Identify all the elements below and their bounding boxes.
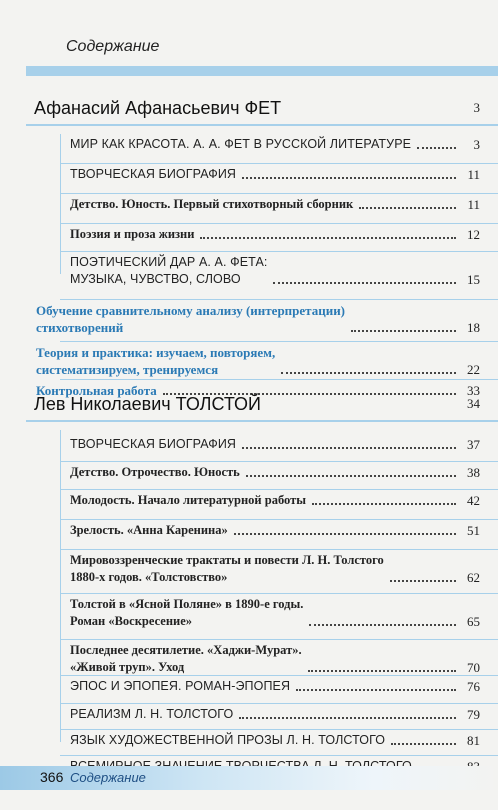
- toc-entry-title: Контрольная работа: [36, 383, 157, 398]
- dot-leader: [234, 532, 456, 535]
- toc-entry-line: Толстой в «Ясной Поляне» в 1890-е годы.: [70, 597, 304, 611]
- toc-entry-title: [70, 552, 384, 586]
- toc-entry-title: Молодость. Начало литературной работы: [70, 493, 307, 507]
- toc-entry-title: [36, 344, 275, 378]
- toc-entry-page: 22: [467, 362, 480, 377]
- dot-leader: [351, 329, 456, 332]
- dot-leader: [273, 281, 456, 284]
- toc-entry-page: 76: [467, 679, 480, 694]
- toc-entry-page: 15: [467, 272, 480, 287]
- toc-entry[interactable]: [26, 732, 498, 749]
- dot-leader: [242, 446, 456, 449]
- section-fet: [26, 92, 498, 398]
- toc-entry-page: 81: [467, 733, 480, 748]
- dot-leader: [246, 474, 456, 477]
- dot-leader: [417, 146, 456, 149]
- dot-leader: [390, 579, 456, 582]
- author-name: Афанасий Афанасьевич ФЕТ: [34, 98, 282, 118]
- toc-entry[interactable]: [26, 596, 498, 630]
- toc-entry-line: ПОЭТИЧЕСКИЙ ДАР А. А. ФЕТА:: [70, 255, 268, 269]
- toc-entry-title: Поэзия и проза жизни: [70, 227, 195, 241]
- toc-entry-title: Детство. Юность. Первый стихотворный сборник: [70, 197, 354, 211]
- toc-entry[interactable]: [26, 226, 498, 243]
- toc-entry-page: 79: [467, 707, 480, 722]
- toc-entry-line: Теория и практика: изучаем, повторяем,: [36, 345, 276, 360]
- toc-entry-title: РЕАЛИЗМ Л. Н. ТОЛСТОГО: [70, 707, 234, 721]
- toc-entry-line: «Живой труп». Уход: [70, 660, 185, 674]
- toc-entry-line: систематизируем, тренируемся: [36, 362, 219, 377]
- dot-leader: [200, 236, 456, 239]
- toc-list: [26, 422, 498, 748]
- toc-entry[interactable]: [26, 552, 498, 586]
- section-tolstoy: [26, 388, 498, 748]
- toc-entry-title: МИР КАК КРАСОТА. А. А. ФЕТ В РУССКОЙ ЛИТЕРАТУРЕ: [70, 137, 412, 151]
- toc-entry-title: ТВОРЧЕСКАЯ БИОГРАФИЯ: [70, 167, 237, 181]
- toc-entry-line: МУЗЫКА, ЧУВСТВО, СЛОВО: [70, 272, 241, 286]
- page-title: Содержание: [66, 38, 160, 55]
- toc-entry-page: 51: [467, 523, 480, 538]
- toc-entry-title: [36, 302, 345, 336]
- toc-entry-title: [70, 642, 302, 676]
- toc-entry[interactable]: [26, 166, 498, 183]
- toc-entry-page: 12: [467, 227, 480, 242]
- toc-entry[interactable]: [26, 436, 498, 453]
- footer-title: Содержание: [70, 770, 146, 785]
- page-number: 34: [467, 396, 480, 411]
- toc-list: [26, 126, 498, 398]
- toc-entry-title: ЯЗЫК ХУДОЖЕСТВЕННОЙ ПРОЗЫ Л. Н. ТОЛСТОГО: [70, 733, 386, 747]
- toc-entry[interactable]: [26, 706, 498, 723]
- toc-entry[interactable]: [26, 492, 498, 509]
- section-heading[interactable]: [26, 388, 498, 422]
- toc-entry-page: 11: [467, 167, 480, 182]
- page-number: 3: [473, 100, 480, 115]
- toc-entry[interactable]: [26, 464, 498, 481]
- toc-entry-page: 38: [467, 465, 480, 480]
- dot-leader: [359, 206, 456, 209]
- dot-leader: [242, 176, 456, 179]
- toc-entry-page: 37: [467, 437, 480, 452]
- toc-entry-title: [70, 254, 267, 288]
- dot-leader: [309, 623, 456, 626]
- author-name: Лев Николаевич ТОЛСТОЙ: [34, 394, 261, 414]
- page-footer: [0, 766, 498, 790]
- dot-leader: [312, 502, 456, 505]
- toc-entry[interactable]: [26, 302, 498, 336]
- footer-page-number: 366: [40, 769, 64, 785]
- dot-leader: [308, 669, 456, 672]
- toc-entry-title: ТВОРЧЕСКАЯ БИОГРАФИЯ: [70, 437, 237, 451]
- toc-entry[interactable]: [26, 254, 498, 288]
- dot-leader: [391, 742, 456, 745]
- toc-entry-line: 1880-х годов. «Толстовство»: [70, 570, 228, 584]
- toc-entry-page: 3: [473, 137, 480, 152]
- toc-entry[interactable]: [26, 522, 498, 539]
- header-rule: [26, 66, 498, 76]
- toc-entry-title: Зрелость. «Анна Каренина»: [70, 523, 228, 537]
- dot-leader: [281, 371, 456, 374]
- toc-entry-line: Обучение сравнительному анализу (интерпретации): [36, 303, 346, 318]
- toc-entry-line: Последнее десятилетие. «Хаджи-Мурат».: [70, 643, 302, 657]
- toc-entry-page: 65: [467, 614, 480, 629]
- toc-entry-line: Мировоззренческие трактаты и повести Л. Н. Толстого: [70, 553, 384, 567]
- toc-entry-page: 70: [467, 660, 480, 675]
- toc-entry[interactable]: [26, 642, 498, 676]
- page-header: [0, 22, 498, 88]
- toc-entry-page: 42: [467, 493, 480, 508]
- toc-entry-page: 18: [467, 320, 480, 335]
- toc-entry[interactable]: [26, 196, 498, 213]
- toc-entry-page: 11: [467, 197, 480, 212]
- dot-leader: [239, 716, 456, 719]
- toc-entry[interactable]: [26, 678, 498, 695]
- toc-entry-title: [70, 596, 303, 630]
- toc-entry[interactable]: [26, 344, 498, 378]
- toc-entry[interactable]: [26, 136, 498, 153]
- section-heading[interactable]: [26, 92, 498, 126]
- toc-entry-title: ЭПОС И ЭПОПЕЯ. РОМАН-ЭПОПЕЯ: [70, 679, 291, 693]
- toc-entry-page: 62: [467, 570, 480, 585]
- toc-entry-line: стихотворений: [36, 320, 124, 335]
- toc-entry-line: Роман «Воскресение»: [70, 614, 193, 628]
- dot-leader: [296, 688, 456, 691]
- toc-entry-page: 33: [467, 383, 480, 398]
- toc-entry-title: Детство. Отрочество. Юность: [70, 465, 240, 479]
